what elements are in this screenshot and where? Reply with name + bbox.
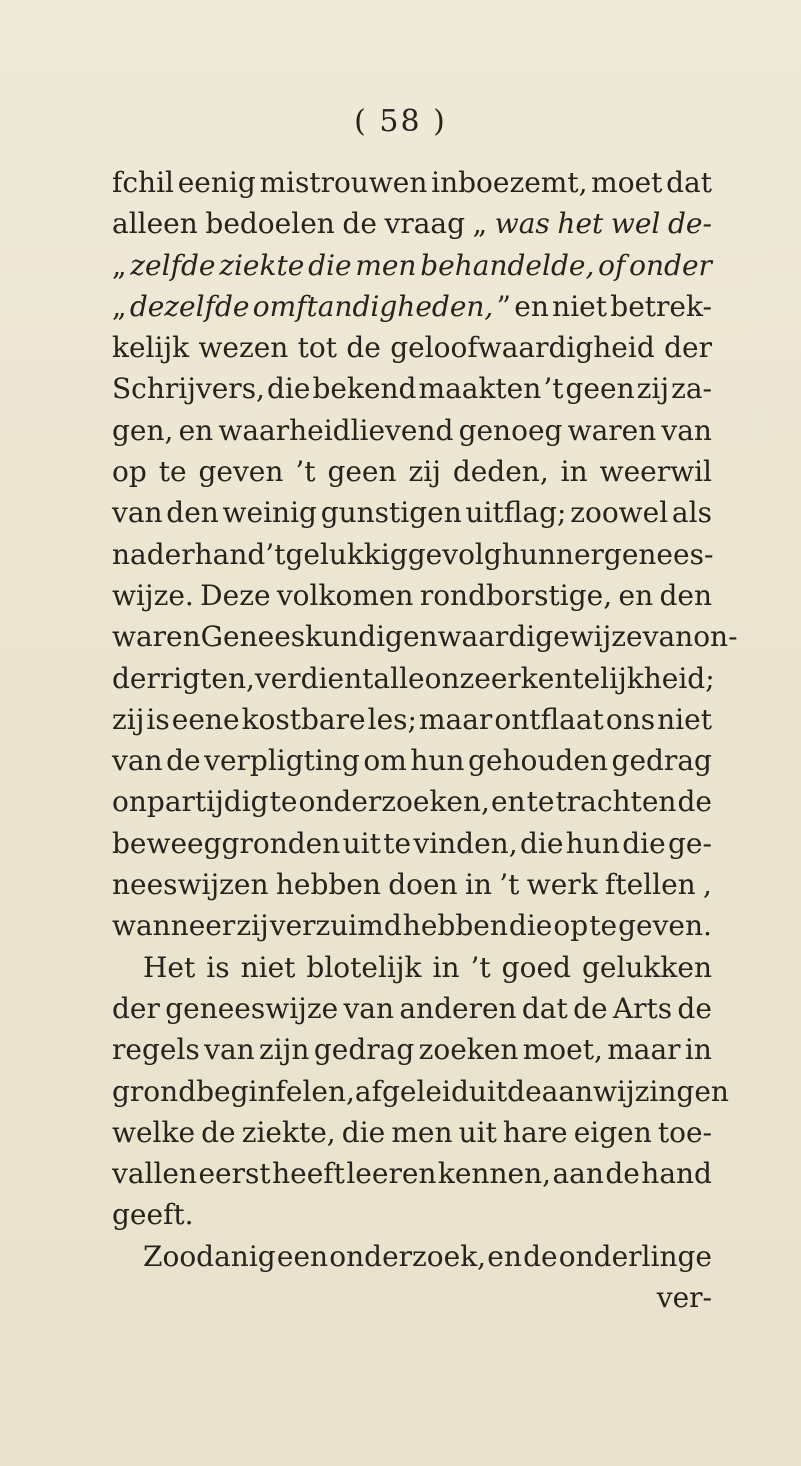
word: of (598, 248, 626, 282)
word: leeren (346, 1157, 437, 1191)
word: gunstigen (320, 496, 462, 530)
text-line (112, 410, 712, 451)
word: ” (496, 289, 511, 323)
word: en (490, 785, 526, 819)
text-line (112, 1071, 729, 1112)
word: waren (567, 413, 657, 447)
word: verzuimd (269, 909, 402, 943)
word: waren (112, 620, 201, 654)
word: behandelde, (420, 248, 595, 282)
text-line (112, 492, 712, 533)
word: ons (605, 702, 656, 736)
word: ’t (470, 950, 491, 984)
word: bedoelen (205, 207, 335, 241)
word: werk (526, 868, 598, 902)
word: kennen, (437, 1157, 551, 1191)
word: den (659, 578, 712, 612)
word: aanwijzingen (541, 1074, 729, 1108)
word: alle (373, 661, 425, 695)
word: in (684, 1033, 712, 1067)
word: kelijk (112, 331, 190, 365)
word: ziekte (219, 248, 305, 282)
word: omftandigheden, (252, 289, 494, 323)
word: vinden, (413, 826, 518, 860)
word: geneeswijze (165, 991, 339, 1025)
word: in (464, 868, 492, 902)
word: zij (112, 702, 145, 736)
word: volkomen (276, 578, 414, 612)
word: weerwil (599, 455, 712, 489)
word: moet, (522, 1033, 603, 1067)
word: men (355, 248, 417, 282)
word: onderzoeken, (298, 785, 490, 819)
word: genoeg (458, 413, 563, 447)
word: niet (240, 950, 296, 984)
word: derrigten, (112, 661, 255, 695)
word: genees- (603, 537, 714, 571)
word: wezen (198, 331, 289, 365)
body-text (112, 162, 738, 1318)
word: hunner (501, 537, 604, 571)
word: zij (408, 455, 441, 489)
word: is (146, 702, 170, 736)
word: tot (297, 331, 338, 365)
word: de (605, 1157, 640, 1191)
word: doen (388, 868, 458, 902)
text-line (112, 162, 712, 203)
word: alleen (112, 207, 198, 241)
text-line (112, 947, 712, 988)
word: gehouden (468, 744, 608, 778)
word: te (269, 785, 298, 819)
word: uitflag; (465, 496, 567, 530)
word: de (166, 744, 201, 778)
word: zoowel (570, 496, 669, 530)
text-line (112, 781, 712, 822)
word: dat (666, 166, 712, 199)
word: inboezemt, (431, 166, 588, 199)
word: wel (610, 207, 661, 241)
word: ’t (265, 537, 286, 571)
word: die (267, 372, 311, 406)
word: onder (629, 248, 712, 282)
word: wijze (569, 620, 643, 654)
word: gedrag (611, 744, 712, 778)
word: betrek- (610, 289, 712, 323)
text-line (112, 203, 712, 244)
word: ftellen (604, 868, 696, 902)
word: waardige (437, 620, 570, 654)
word: der (664, 331, 712, 365)
word: uit (458, 1115, 497, 1149)
word: ontflaat (494, 702, 604, 736)
word: te (383, 826, 412, 860)
text-segment: geeft. (112, 1198, 194, 1232)
word: ziekte, (241, 1115, 336, 1149)
word: en (618, 578, 654, 612)
word: les; (367, 702, 417, 736)
text-line (112, 286, 712, 327)
text-line (112, 327, 712, 368)
text-line (112, 1236, 712, 1277)
text-line (112, 1194, 712, 1235)
word: moet (591, 166, 663, 199)
text-line (112, 534, 712, 575)
word: ’t (543, 372, 564, 406)
word: op (553, 909, 589, 943)
word: uit (342, 826, 381, 860)
text-line (112, 905, 712, 946)
word: hebben (402, 909, 508, 943)
word: onze (424, 661, 491, 695)
word: te (526, 785, 555, 819)
word: de (342, 207, 377, 241)
word: is (206, 950, 230, 984)
word: van (642, 620, 694, 654)
word: uit (468, 1074, 508, 1108)
word: te (158, 455, 187, 489)
word: niet (657, 702, 712, 736)
word: de (507, 1074, 542, 1108)
word: mistrouwen (259, 166, 428, 199)
word: wijze. (112, 578, 194, 612)
word: de (201, 1115, 236, 1149)
word: ’t (295, 455, 316, 489)
word: die (622, 826, 666, 860)
text-line (112, 451, 712, 492)
word: de (573, 991, 608, 1025)
word: hand (641, 1157, 712, 1191)
text-line (112, 1153, 712, 1194)
word: Deze (200, 578, 271, 612)
word: van (112, 496, 163, 530)
word: vraag (384, 207, 466, 241)
word: gelukken (581, 950, 712, 984)
word: gedrag (313, 1033, 415, 1067)
word: van (112, 744, 163, 778)
word: bekend (312, 372, 417, 406)
word: maakten (418, 372, 542, 406)
word: zoeken (418, 1033, 519, 1067)
word: regels (112, 1033, 200, 1067)
word: waarheidlievend (218, 413, 454, 447)
word: dezelfde (129, 289, 250, 323)
word: der (112, 991, 160, 1025)
word: eigen (573, 1115, 652, 1149)
word: onpartijdig (112, 785, 269, 819)
word: beweeggronden (112, 826, 341, 860)
text-line (112, 1277, 712, 1318)
word: ’t (499, 868, 520, 902)
word: verpligting (204, 744, 360, 778)
word: was (494, 207, 550, 241)
word: de- (667, 207, 712, 241)
text-line (112, 1112, 712, 1153)
word: welke (112, 1115, 196, 1149)
word: die (308, 248, 352, 282)
word: maar (418, 702, 493, 736)
word: toe- (657, 1115, 712, 1149)
word: ge- (668, 826, 712, 860)
word: zij (236, 909, 269, 943)
word: geven. (618, 909, 712, 943)
word: die (508, 909, 553, 943)
word: het (557, 207, 604, 241)
word: Arts (612, 991, 673, 1025)
word: Het (143, 950, 196, 984)
word: en (178, 413, 214, 447)
word: heeft (272, 1157, 345, 1191)
word: van (343, 991, 395, 1025)
word: Schrijvers, (112, 372, 265, 406)
text-line (112, 740, 712, 781)
word: maar (607, 1033, 681, 1067)
word: men (391, 1115, 453, 1149)
word: als (671, 496, 712, 530)
text-line (112, 575, 712, 616)
word: en (514, 289, 549, 323)
text-line (112, 368, 712, 409)
word: naderhand (112, 537, 266, 571)
word: , (703, 868, 712, 902)
word: in (432, 950, 460, 984)
word: zij (636, 372, 670, 406)
word: die (341, 1115, 386, 1149)
text-line (112, 699, 712, 740)
word: Geneeskundigen (200, 620, 438, 654)
page-number: ( 58 ) (354, 104, 447, 139)
word: om (363, 744, 407, 778)
word: geloofwaardigheid (390, 331, 655, 365)
word: een (276, 1239, 329, 1273)
word: van (661, 413, 712, 447)
word: gen, (112, 413, 174, 447)
word: de (346, 331, 381, 365)
word: wanneer (112, 909, 236, 943)
word: aan (552, 1157, 604, 1191)
word: de (523, 1239, 558, 1273)
text-line (112, 658, 715, 699)
word: onderzoek, (329, 1239, 487, 1273)
word: eenig (177, 166, 256, 199)
word: neeswijzen (112, 868, 269, 902)
word: verdient (254, 661, 374, 695)
word: erkentelijkheid; (490, 661, 715, 695)
word: te (589, 909, 618, 943)
word: die (519, 826, 564, 860)
word: gevolg (407, 537, 502, 571)
word: afgeleid (354, 1074, 469, 1108)
word: in (560, 455, 588, 489)
word: en (487, 1239, 522, 1273)
word: hun (410, 744, 465, 778)
word: anderen (399, 991, 517, 1025)
word: geen (565, 372, 635, 406)
word: eene (171, 702, 240, 736)
word: op (112, 455, 147, 489)
word: blotelijk (306, 950, 422, 984)
text-line (112, 1029, 712, 1070)
word: dat (521, 991, 568, 1025)
word: zijn (259, 1033, 310, 1067)
word: kostbare (241, 702, 366, 736)
word: hare (502, 1115, 568, 1149)
word: trachten (555, 785, 677, 819)
word: den (166, 496, 219, 530)
text-segment: ver- (656, 1281, 712, 1315)
word: de (677, 991, 712, 1025)
word: van (204, 1033, 255, 1067)
word: gelukkig (285, 537, 408, 571)
word: onderlinge (558, 1239, 712, 1273)
text-line (112, 864, 712, 905)
word: de (677, 785, 712, 819)
word: geven (198, 455, 284, 489)
text-line (112, 823, 712, 864)
word: geen (327, 455, 397, 489)
word: deden, (452, 455, 549, 489)
word: weinig (222, 496, 317, 530)
word: eerst (198, 1157, 271, 1191)
text-line (112, 988, 712, 1029)
word: zelfde (130, 248, 216, 282)
word: hun (565, 826, 620, 860)
word: vallen (112, 1157, 198, 1191)
word: rondborstige, (419, 578, 613, 612)
word: fchil (112, 166, 174, 199)
word: goed (501, 950, 571, 984)
text-line (112, 616, 738, 657)
word: Zoodanig (143, 1239, 276, 1273)
text-line (112, 245, 712, 286)
word: grondbeginfelen, (112, 1074, 355, 1108)
word: „ (112, 248, 127, 282)
word: za- (671, 372, 712, 406)
word: niet (552, 289, 607, 323)
word: on- (693, 620, 738, 654)
word: „ (112, 289, 127, 323)
word: „ (472, 207, 488, 241)
word: hebben (275, 868, 381, 902)
